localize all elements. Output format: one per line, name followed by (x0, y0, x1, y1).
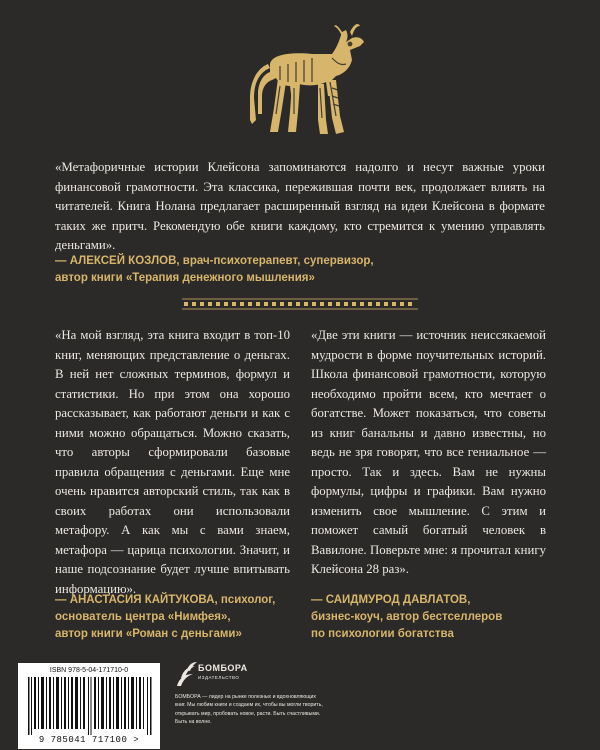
author-line: — АЛЕКСЕЙ КОЗЛОВ, врач-психотерапевт, супервизор, (55, 255, 374, 267)
barcode-digits: 9 785041 717100 > (38, 735, 140, 745)
author-line: — САИДМУРОД ДАВЛАТОВ, (311, 594, 471, 606)
author-line: бизнес-коуч, автор бестселлеров (311, 611, 503, 623)
bull-icon (232, 24, 372, 142)
author-line: основатель центра «Нимфея», (55, 611, 231, 623)
author-line: — АНАСТАСИЯ КАЙТУКОВА, психолог, (55, 594, 276, 606)
left-quote-text: «На мой взгляд, эта книга входит в топ-10 книг, меняющих представление о деньгах. В ней нет сложных терминов, формул и статистики. Но при этом она хорошо рассказывает, как работают деньги и как с ними можно обращаться. Можно сказать, что авторы сформировали базовые правила обращения с деньгами. Еще мне очень нравится авторский стиль, так как в своих работах они использовали метафору. А как мы с вами знаем, метафора — царица психологии. Значит, и наше подсознание будет лучше впитывать информацию». (55, 328, 290, 596)
ornament-divider (180, 296, 420, 312)
isbn-label: ISBN 978-5-04-171710-0 (49, 667, 129, 674)
barcode (18, 663, 160, 749)
publisher-subtitle: ИЗДАТЕЛЬСТВО (198, 675, 240, 680)
top-quote-text: «Метафоричные истории Клейсона запоминаются надолго и несут важные уроки финансовой грамотности. Эта классика, пережившая почти век, продолжает влиять на читателей. Книга Нолана предлагает расширенный взгляд на идеи Клейсона в формате таких же притч. Рекомендую обе книги каждому, кто стремится к умению управлять деньгами». (55, 160, 545, 252)
right-quote-text: «Две эти книги — источник неиссякаемой мудрости в форме поучительных историй. Школа финансовой грамотности, которую необходимо пройти всем, кто мечтает о богатстве. Может показаться, что советы из книг банальны и давно известны, но ведь не зря говорят, что все гениальное — просто. Так и здесь. Вам не нужны формулы, цифры и графики. Вам нужно изменить свое мышление. С этим и поможет самый богатый человек в Вавилоне. Поверьте мне: я прочитал книгу Клейсона 28 раз». (311, 328, 546, 576)
author-line: по психологии богатства (311, 628, 454, 640)
publisher-name: БОМБОРА (198, 663, 248, 673)
left-quote-author (55, 592, 295, 643)
publisher-blurb: БОМБОРА — лидер на рынке полезных и вдохновляющих книг. Мы любим книги и создаем их, чтобы вы могли творить, открывать мир, пробовать новое, расти. Быть счастливыми. Быть на волне. (175, 694, 323, 725)
right-quote-author (311, 592, 551, 643)
author-line: автор книги «Роман с деньгами» (55, 628, 242, 640)
author-line: автор книги «Терапия денежного мышления» (55, 272, 315, 284)
barcode-bars (28, 677, 152, 735)
top-quote-author (55, 253, 545, 287)
